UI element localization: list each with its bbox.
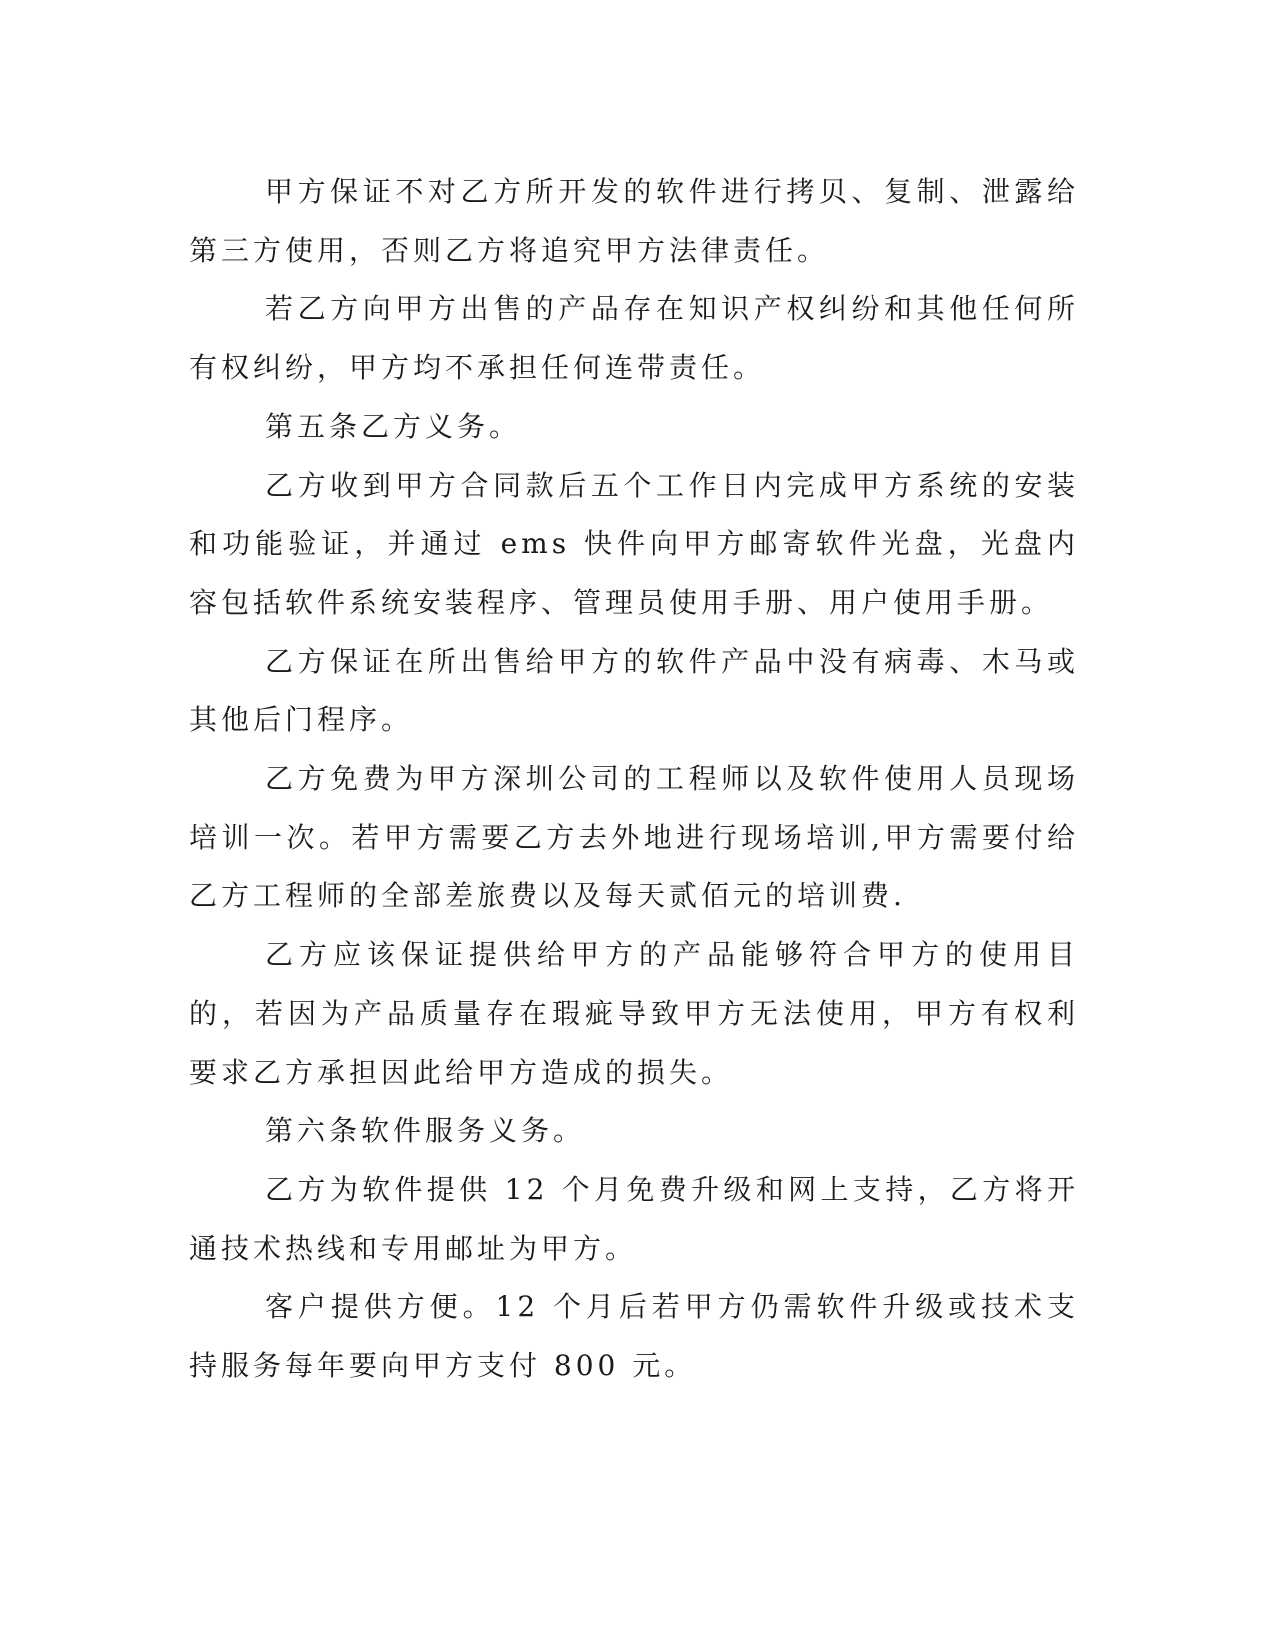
paragraph-ip-dispute: 若乙方向甲方出售的产品存在知识产权纠纷和其他任何所有权纠纷，甲方均不承担任何连带责任。 [189, 292, 1079, 385]
section-heading-article-5: 第五条乙方义务。 [265, 409, 522, 443]
paragraph-installation: 乙方收到甲方合同款后五个工作日内完成甲方系统的安装和功能验证，并通过 ems 快件向甲方邮寄软件光盘，光盘内容包括软件系统安装程序、管理员使用手册、用户使用手册。 [189, 468, 1079, 619]
paragraph-support: 乙方为软件提供 12 个月免费升级和网上支持，乙方将开通技术热线和专用邮址为甲方。 [189, 1172, 1079, 1265]
paragraph-support-fee: 客户提供方便。12 个月后若甲方仍需软件升级或技术支持服务每年要向甲方支付 800 元。 [189, 1290, 1079, 1383]
document-body [189, 163, 1079, 1396]
paragraph-copy-protection: 甲方保证不对乙方所开发的软件进行拷贝、复制、泄露给第三方使用，否则乙方将追究甲方法律责任。 [189, 175, 1079, 267]
paragraph-quality: 乙方应该保证提供给甲方的产品能够符合甲方的使用目的，若因为产品质量存在瑕疵导致甲方无法使用，甲方有权利要求乙方承担因此给甲方造成的损失。 [189, 938, 1079, 1089]
paragraph-no-virus: 乙方保证在所出售给甲方的软件产品中没有病毒、木马或其他后门程序。 [189, 644, 1079, 737]
section-heading-article-6: 第六条软件服务义务。 [265, 1114, 586, 1148]
paragraph-training: 乙方免费为甲方深圳公司的工程师以及软件使用人员现场培训一次。若甲方需要乙方去外地进行现场培训,甲方需要付给乙方工程师的全部差旅费以及每天贰佰元的培训费. [189, 762, 1079, 913]
